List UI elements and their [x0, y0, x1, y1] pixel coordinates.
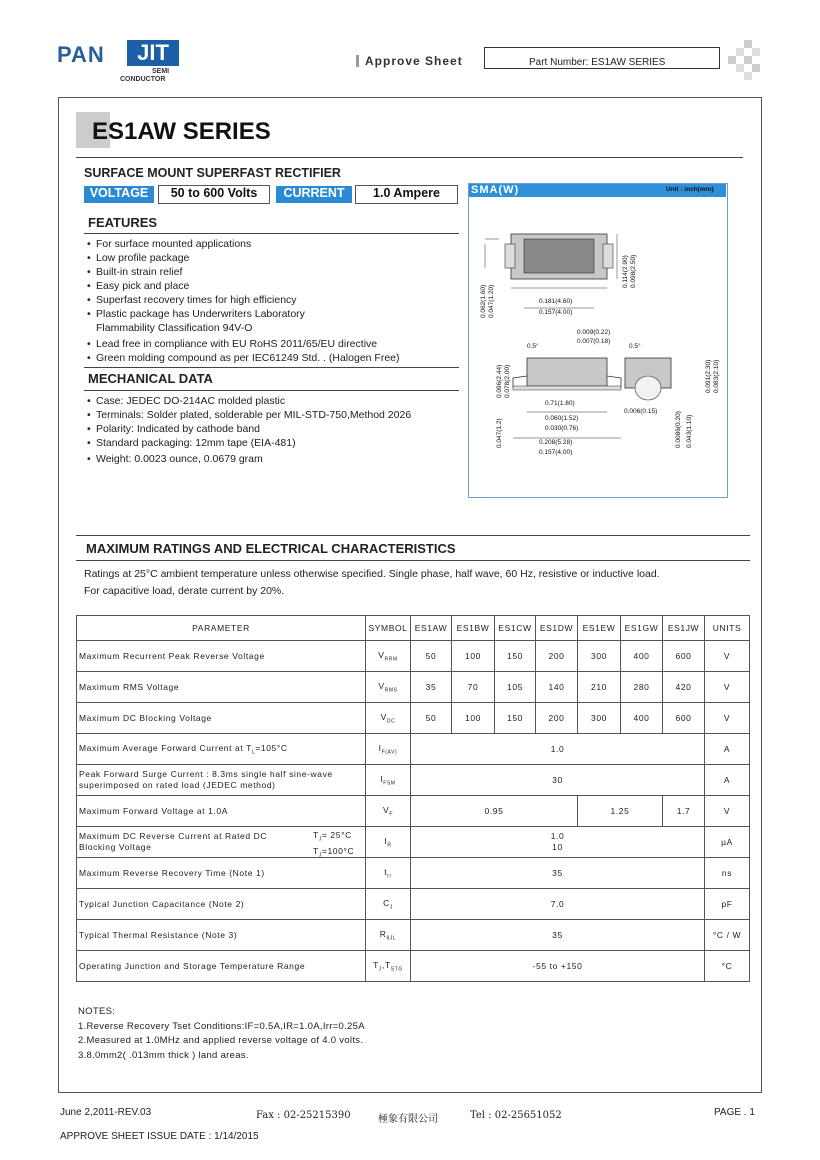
unit-cell: pF: [705, 889, 750, 920]
note-2: 2.Measured at 1.0MHz and applied reverse voltage of 4.0 volts.: [78, 1035, 364, 1046]
value-cell: 7.0: [411, 889, 705, 920]
value-cell: -55 to +150: [411, 951, 705, 982]
value-cell: 300: [578, 703, 621, 734]
dim-label: 0.71(1.80): [545, 400, 575, 407]
value-cell: 35: [411, 858, 705, 889]
value-cell: 400: [621, 703, 663, 734]
checker-pattern-icon: [724, 40, 764, 80]
voltage-tag: VOLTAGE: [84, 186, 154, 203]
table-row: [77, 920, 750, 951]
mechanical-item: • Standard packaging: 12mm tape (EIA-481): [84, 436, 464, 450]
table-header: ES1CW: [495, 616, 536, 641]
approve-bar-icon: [356, 55, 359, 67]
table-header: UNITS: [705, 616, 750, 641]
symbol-cell: $V_{RMS}$: [366, 672, 411, 703]
value-cell: 200: [536, 703, 578, 734]
part-number-box: [484, 47, 720, 69]
value-cell: 70: [452, 672, 495, 703]
mechanical-item: • Terminals: Solder plated, solderable per MIL-STD-750,Method 2026: [84, 408, 464, 422]
value-cell: 1.0 10: [411, 827, 705, 858]
dim-label: 0.091(2.30): [705, 359, 712, 393]
unit-cell: V: [705, 703, 750, 734]
dim-label: 0.0086(0.20): [675, 411, 682, 448]
dim-label: 0.060(1.52): [545, 415, 579, 422]
ratings-line-1: Ratings at 25°C ambient temperature unless otherwise specified. Single phase, half wave, 60 Hz, resistive or inductive load.: [84, 568, 660, 580]
revision-date: June 2,2011-REV.03: [60, 1107, 152, 1118]
table-row: [77, 641, 750, 672]
package-outline-diagram: [469, 198, 726, 495]
table-row: [77, 765, 750, 796]
table-header: PARAMETER: [77, 616, 366, 641]
table-header: ES1EW: [578, 616, 621, 641]
ratings-line-2: For capacitive load, derate current by 20%.: [84, 584, 285, 597]
mechanical-item: • Case: JEDEC DO-214AC molded plastic: [84, 394, 464, 408]
features-list: [84, 237, 464, 365]
param-cell: Maximum DC Blocking Voltage: [77, 703, 366, 734]
part-number-text: Part Number: ES1AW SERIES: [529, 57, 666, 68]
table-row: [77, 889, 750, 920]
table-row: [77, 796, 750, 827]
unit-cell: ns: [705, 858, 750, 889]
unit-cell: V: [705, 796, 750, 827]
param-cell: Maximum Forward Voltage at 1.0A: [77, 796, 366, 827]
feature-item: • Green molding compound as per IEC61249 Std. . (Halogen Free): [84, 351, 464, 365]
value-cell: 105: [495, 672, 536, 703]
symbol-cell: $I_R$: [366, 827, 411, 858]
unit-cell: A: [705, 765, 750, 796]
table-header: SYMBOL: [366, 616, 411, 641]
mechanical-item: • Weight: 0.0023 ounce, 0.0679 gram: [84, 452, 464, 466]
value-cell: 0.95: [411, 796, 578, 827]
table-header: ES1BW: [452, 616, 495, 641]
symbol-cell: $V_F$: [366, 796, 411, 827]
current-tag: CURRENT: [276, 186, 352, 203]
mechanical-top-divider: [84, 367, 459, 368]
dim-label: 0.043(1.10): [686, 414, 693, 448]
value-cell: 1.7: [663, 796, 705, 827]
param-cell: Operating Junction and Storage Temperature Range: [77, 951, 366, 982]
approve-sheet-label: [356, 54, 463, 68]
feature-item: • Plastic package has Underwriters Laboratory: [84, 307, 464, 321]
company-name: 極象有限公司: [378, 1114, 438, 1125]
param-cell: Typical Junction Capacitance (Note 2): [77, 889, 366, 920]
value-cell: 150: [495, 641, 536, 672]
voltage-value: 50 to 600 Volts: [158, 185, 270, 204]
fax-number: Fax : 02-25215390: [256, 1110, 351, 1121]
dim-label: 0.181(4.60): [539, 298, 573, 305]
dim-label: 0.5°: [629, 343, 641, 350]
characteristics-table: [76, 615, 750, 982]
value-cell: 50: [411, 703, 452, 734]
table-row: [77, 951, 750, 982]
value-cell: 100: [452, 641, 495, 672]
ratings-divider: [76, 560, 750, 561]
table-row: [77, 703, 750, 734]
subtitle: SURFACE MOUNT SUPERFAST RECTIFIER: [84, 166, 341, 180]
dim-label: 0.009(0.22): [577, 329, 611, 336]
logo-jit-text: JIT: [127, 40, 179, 66]
dim-label: 0.047(1.2): [496, 418, 503, 448]
temp-conditions: $T_J= 25^\circ C$ $T_J=100^\circ C$: [313, 830, 355, 859]
symbol-cell: $T_J,T_{STG}$: [366, 951, 411, 982]
dim-label: 0.5°: [527, 343, 539, 350]
dim-label: 0.062(1.60): [480, 284, 487, 318]
dim-label: 0.006(0.15): [624, 408, 658, 415]
features-heading: FEATURES: [88, 215, 158, 230]
value-cell: 400: [621, 641, 663, 672]
dim-label: 0.098(2.50): [630, 254, 637, 288]
dim-label: 0.157(4.00): [539, 309, 573, 316]
value-cell: 300: [578, 641, 621, 672]
table-row: [77, 858, 750, 889]
logo-pan-text: PAN: [57, 42, 105, 67]
dim-label: 0.157(4.00): [539, 449, 573, 456]
table-header: ES1DW: [536, 616, 578, 641]
symbol-cell: $I_{F(AV)}$: [366, 734, 411, 765]
package-name: SMA(W): [471, 184, 520, 196]
unit-cell: A: [705, 734, 750, 765]
dim-label: 0.078(2.00): [504, 364, 511, 398]
param-cell: Maximum Recurrent Peak Reverse Voltage: [77, 641, 366, 672]
page-number: PAGE . 1: [714, 1107, 755, 1118]
unit-cell: V: [705, 641, 750, 672]
unit-cell: °C: [705, 951, 750, 982]
note-1: 1.Reverse Recovery Tset Conditions:IF=0.5A,IR=1.0A,Irr=0.25A: [78, 1020, 365, 1032]
mechanical-divider: [84, 390, 459, 391]
value-cell: 600: [663, 703, 705, 734]
value-cell: 30: [411, 765, 705, 796]
tel-number: Tel : 02-25651052: [470, 1110, 562, 1121]
param-cell: Maximum Average Forward Current at $T_L=105^\circ C$: [77, 734, 366, 765]
param-cell: Typical Thermal Resistance (Note 3): [77, 920, 366, 951]
unit-cell: V: [705, 672, 750, 703]
feature-item: • Built-in strain relief: [84, 265, 464, 279]
value-cell: 280: [621, 672, 663, 703]
mechanical-item: • Polarity: Indicated by cathode band: [84, 422, 464, 436]
table-header-row: [77, 616, 750, 641]
param-cell: Maximum Reverse Recovery Time (Note 1): [77, 858, 366, 889]
value-cell: 35: [411, 672, 452, 703]
feature-item-continued: Flammability Classification 94V-O: [96, 322, 253, 334]
unit-cell: °C / W: [705, 920, 750, 951]
symbol-cell: $C_J$: [366, 889, 411, 920]
table-row: [77, 827, 750, 858]
features-divider: [84, 233, 459, 234]
approve-sheet-text: Approve Sheet: [365, 54, 463, 68]
value-cell: 140: [536, 672, 578, 703]
feature-item: • For surface mounted applications: [84, 237, 464, 251]
ratings-heading: MAXIMUM RATINGS AND ELECTRICAL CHARACTERISTICS: [86, 541, 456, 556]
current-value: 1.0 Ampere: [355, 185, 458, 204]
value-cell: 100: [452, 703, 495, 734]
ratings-top-divider: [76, 535, 750, 536]
symbol-cell: $V_{DC}$: [366, 703, 411, 734]
dim-label: 0.047(1.20): [488, 284, 495, 318]
feature-item: • Superfast recovery times for high efficiency: [84, 293, 464, 307]
dim-label: 0.096(2.44): [496, 364, 503, 398]
table-header: ES1GW: [621, 616, 663, 641]
value-cell: 35: [411, 920, 705, 951]
param-cell: Peak Forward Surge Current : 8.3ms single half sine-wave superimposed on rated load (JEDEC method): [77, 765, 366, 796]
dim-label: 0.007(0.18): [577, 338, 611, 345]
feature-item: • Easy pick and place: [84, 279, 464, 293]
value-cell: 600: [663, 641, 705, 672]
title-divider: [76, 157, 743, 158]
table-header: ES1AW: [411, 616, 452, 641]
value-cell: 210: [578, 672, 621, 703]
symbol-cell: $V_{RRM}$: [366, 641, 411, 672]
dim-label: 0.030(0.76): [545, 425, 579, 432]
unit-cell: µA: [705, 827, 750, 858]
ratings-conditions: [84, 566, 660, 599]
mechanical-heading: MECHANICAL DATA: [88, 371, 213, 386]
dim-label: 0.114(2.90): [622, 255, 629, 288]
value-cell: 150: [495, 703, 536, 734]
dim-label: 0.083(2.10): [713, 359, 720, 393]
mechanical-list: [84, 394, 464, 466]
dim-label: 0.208(5.28): [539, 439, 573, 446]
value-cell: 420: [663, 672, 705, 703]
symbol-cell: $R_{\theta JL}$: [366, 920, 411, 951]
param-cell: Maximum DC Reverse Current at Rated DC Blocking Voltage $T_J= 25^\circ C$ $T_J=100^\circ C$: [77, 827, 366, 858]
value-cell: 1.25: [578, 796, 663, 827]
company-logo: [57, 40, 177, 88]
table-row: [77, 734, 750, 765]
param-cell: Maximum RMS Voltage: [77, 672, 366, 703]
logo-conductor-text: CONDUCTOR: [120, 76, 166, 83]
symbol-cell: $t_{rr}$: [366, 858, 411, 889]
package-unit: Unit : inch(mm): [666, 186, 714, 193]
value-cell: 1.0: [411, 734, 705, 765]
table-header: ES1JW: [663, 616, 705, 641]
symbol-cell: $I_{FSM}$: [366, 765, 411, 796]
value-cell: 50: [411, 641, 452, 672]
feature-item: • Low profile package: [84, 251, 464, 265]
table-row: [77, 672, 750, 703]
page-title: ES1AW SERIES: [92, 118, 271, 145]
logo-semi-text: SEMI: [152, 68, 170, 75]
value-cell: 200: [536, 641, 578, 672]
notes-title: NOTES:: [78, 1006, 116, 1017]
feature-item: • Lead free in compliance with EU RoHS 2011/65/EU directive: [84, 337, 464, 351]
notes-block: [78, 1005, 365, 1063]
issue-date: APPROVE SHEET ISSUE DATE : 1/14/2015: [60, 1131, 259, 1142]
note-3: 3.8.0mm2( .013mm thick ) land areas.: [78, 1049, 249, 1061]
